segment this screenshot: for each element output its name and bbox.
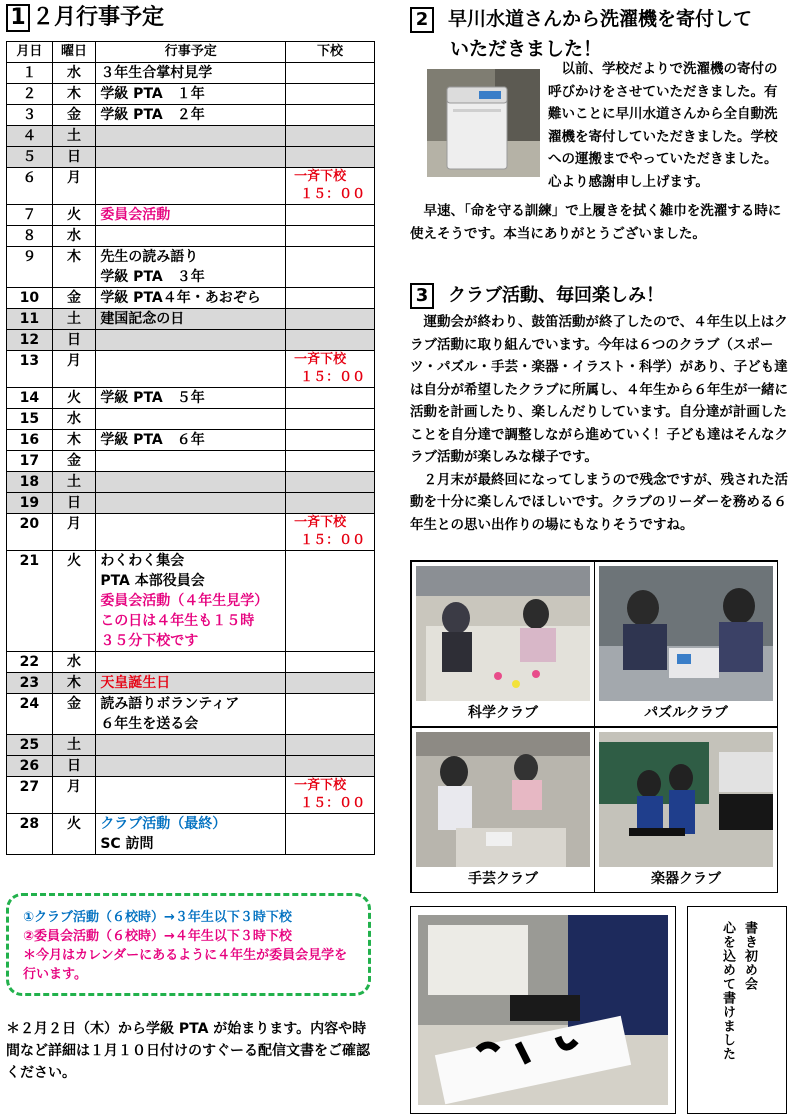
- schedule-dismissal: [286, 226, 375, 247]
- schedule-weekday: 木: [52, 247, 96, 288]
- schedule-weekday: 月: [52, 777, 96, 814]
- schedule-dismissal: [286, 147, 375, 168]
- schedule-row: [7, 63, 375, 84]
- schedule-header-row: [7, 42, 375, 63]
- schedule-dismissal: [286, 247, 375, 288]
- schedule-events: [96, 694, 286, 735]
- section1-number: 1: [6, 4, 30, 32]
- dismissal-time: １５：００: [300, 370, 366, 385]
- schedule-row: [7, 126, 375, 147]
- club-cell-instrument: [594, 727, 778, 893]
- schedule-events: [96, 351, 286, 388]
- schedule-weekday: 木: [52, 84, 96, 105]
- schedule-events: [96, 735, 286, 756]
- schedule-dismissal: [286, 205, 375, 226]
- schedule-event: 委員会活動（４年生見学）: [100, 593, 269, 609]
- schedule-events: [96, 472, 286, 493]
- schedule-row: [7, 514, 375, 551]
- schedule-weekday: 水: [52, 652, 96, 673]
- schedule-day: 10: [7, 288, 53, 309]
- science-club-photo: [416, 566, 590, 701]
- schedule-events: [96, 514, 286, 551]
- schedule-row: [7, 673, 375, 694]
- schedule-weekday: 木: [52, 673, 96, 694]
- schedule-row: [7, 247, 375, 288]
- club-label-instrument: 楽器クラブ: [651, 871, 721, 887]
- schedule-day: 23: [7, 673, 53, 694]
- schedule-day: ６: [7, 168, 53, 205]
- schedule-day: ４: [7, 126, 53, 147]
- section2-number: 2: [410, 7, 434, 33]
- puzzle-club-illustration: [599, 566, 773, 701]
- schedule-events: [96, 288, 286, 309]
- puzzle-club-photo: [599, 566, 773, 701]
- schedule-dismissal: [286, 673, 375, 694]
- schedule-event: 委員会活動: [100, 207, 171, 223]
- schedule-weekday: 火: [52, 388, 96, 409]
- handicraft-club-photo: [416, 732, 590, 867]
- schedule-events: [96, 777, 286, 814]
- schedule-row: [7, 551, 375, 652]
- schedule-day: 16: [7, 430, 53, 451]
- schedule-dismissal: [286, 409, 375, 430]
- schedule-body: [7, 63, 375, 855]
- schedule-row: [7, 388, 375, 409]
- club-cell-science: [411, 561, 595, 727]
- schedule-row: [7, 168, 375, 205]
- schedule-row: [7, 430, 375, 451]
- club-label-handicraft: 手芸クラブ: [468, 871, 538, 887]
- section2-paragraph1: 以前、学校だよりで洗濯機の寄付の呼びかけをさせていただきました。有難いことに早川水道さんから全自動洗濯機を寄付していただきました。学校への運搬までやっていただきました。心より感謝申し上げます。: [548, 61, 778, 190]
- schedule-day: 27: [7, 777, 53, 814]
- schedule-dismissal: [286, 472, 375, 493]
- handicraft-club-illustration: [416, 732, 590, 867]
- schedule-events: [96, 493, 286, 514]
- schedule-weekday: 土: [52, 735, 96, 756]
- schedule-weekday: 日: [52, 330, 96, 351]
- schedule-dismissal: [286, 84, 375, 105]
- schedule-events: [96, 147, 286, 168]
- schedule-event: 学級 PTA４年・あおぞら: [100, 290, 261, 306]
- dismissal-label: 一斉下校: [294, 778, 347, 793]
- header-events: 行事予定: [96, 42, 286, 63]
- header-dismissal: 下校: [286, 42, 375, 63]
- schedule-weekday: 日: [52, 147, 96, 168]
- schedule-weekday: 日: [52, 756, 96, 777]
- schedule-dismissal: [286, 430, 375, 451]
- schedule-weekday: 木: [52, 430, 96, 451]
- schedule-dismissal: [286, 814, 375, 855]
- schedule-event: 学級 PTA ２年: [100, 107, 205, 123]
- schedule-events: [96, 451, 286, 472]
- schedule-events: [96, 673, 286, 694]
- schedule-weekday: 火: [52, 814, 96, 855]
- schedule-day: 24: [7, 694, 53, 735]
- calligraphy-caption-text: 心を込めて書けました: [720, 921, 735, 1061]
- section2-title-line2: いただきました！: [450, 38, 603, 60]
- schedule-row: [7, 735, 375, 756]
- schedule-event: 天皇誕生日: [100, 675, 171, 691]
- schedule-event: SC 訪問: [100, 836, 154, 852]
- schedule-event: 学級 PTA １年: [100, 86, 205, 102]
- schedule-dismissal: [286, 309, 375, 330]
- schedule-dismissal: [286, 451, 375, 472]
- schedule-day: 18: [7, 472, 53, 493]
- schedule-day: ２: [7, 84, 53, 105]
- schedule-row: [7, 493, 375, 514]
- schedule-row: [7, 777, 375, 814]
- schedule-event: 建国記念の日: [100, 311, 185, 327]
- schedule-events: [96, 126, 286, 147]
- schedule-dismissal: [286, 168, 375, 205]
- schedule-row: [7, 351, 375, 388]
- schedule-dismissal: [286, 514, 375, 551]
- schedule-day: 21: [7, 551, 53, 652]
- schedule-dismissal: [286, 288, 375, 309]
- section3-number: 3: [410, 283, 434, 309]
- section3-body: [410, 311, 788, 536]
- schedule-row: [7, 694, 375, 735]
- schedule-dismissal: [286, 105, 375, 126]
- schedule-dismissal: [286, 777, 375, 814]
- pta-footnote: ＊２月２日（木）から学級 PTA が始まります。内容や時間など詳細は１月１０日付けのすぐーる配信文書をご確認ください。: [6, 1021, 370, 1081]
- schedule-row: [7, 409, 375, 430]
- schedule-events: [96, 388, 286, 409]
- washing-machine-photo: [427, 69, 540, 177]
- schedule-event: ３年生合掌村見学: [100, 65, 213, 81]
- schedule-weekday: 金: [52, 451, 96, 472]
- schedule-day: 20: [7, 514, 53, 551]
- schedule-day: 19: [7, 493, 53, 514]
- schedule-weekday: 日: [52, 493, 96, 514]
- section2-title-line1: 早川水道さんから洗濯機を寄付して: [448, 8, 753, 30]
- schedule-event: 学級 PTA ３年: [100, 269, 205, 285]
- section2-heading: [410, 4, 790, 64]
- calligraphy-photo: [418, 915, 668, 1105]
- section3-heading: [410, 283, 664, 309]
- schedule-event: この日は４年生も１５時: [100, 613, 255, 629]
- section3-paragraph2: ２月末が最終回になってしまうので残念ですが、残された活動を十分に楽しんでほしいです。クラブのリーダーを務める６年生との思い出作りの場にもなりそうですね。: [410, 471, 788, 533]
- schedule-weekday: 土: [52, 126, 96, 147]
- schedule-row: [7, 756, 375, 777]
- schedule-dismissal: [286, 63, 375, 84]
- schedule-row: [7, 814, 375, 855]
- schedule-weekday: 土: [52, 472, 96, 493]
- schedule-day: 17: [7, 451, 53, 472]
- schedule-row: [7, 84, 375, 105]
- schedule-row: [7, 288, 375, 309]
- section1-heading: [6, 4, 164, 32]
- schedule-weekday: 月: [52, 168, 96, 205]
- note-line-club: ①クラブ活動（６校時）→３年生以下３時下校: [23, 910, 292, 925]
- schedule-weekday: 月: [52, 514, 96, 551]
- schedule-day: 15: [7, 409, 53, 430]
- schedule-weekday: 水: [52, 63, 96, 84]
- schedule-row: [7, 205, 375, 226]
- schedule-events: [96, 309, 286, 330]
- schedule-events: [96, 84, 286, 105]
- schedule-day: １: [7, 63, 53, 84]
- schedule-day: ９: [7, 247, 53, 288]
- note-line-observation: ＊今月はカレンダーにあるように４年生が委員会見学を行います。: [23, 948, 348, 982]
- note-line-committee: ②委員会活動（６校時）→４年生以下３時下校: [23, 929, 292, 944]
- section3-paragraph1: 運動会が終わり、鼓笛活動が終了したので、４年生以上はクラブ活動に取り組んでいます。今年は６つのクラブ（スポーツ・パズル・手芸・楽器・イラスト・科学）があり、子ども達は自分が希望したクラブに所属し、４年生から６年生が一緒に活動を計画したり、楽しんだりしています。自分達が計画したことを自分達で調整しながら進めていく！子ども達はそんなクラブ活動が楽しみな様子です。: [410, 314, 788, 465]
- schedule-weekday: 火: [52, 205, 96, 226]
- club-label-science: 科学クラブ: [468, 705, 538, 721]
- schedule-row: [7, 105, 375, 126]
- schedule-events: [96, 247, 286, 288]
- section3-title: クラブ活動、毎回楽しみ！: [448, 285, 664, 306]
- schedule-events: [96, 756, 286, 777]
- schedule-dismissal: [286, 126, 375, 147]
- dismissal-time: １５：００: [300, 796, 366, 811]
- calligraphy-illustration: [418, 915, 668, 1105]
- schedule-day: 26: [7, 756, 53, 777]
- schedule-day: 28: [7, 814, 53, 855]
- schedule-weekday: 金: [52, 105, 96, 126]
- schedule-dismissal: [286, 493, 375, 514]
- schedule-day: ７: [7, 205, 53, 226]
- schedule-events: [96, 168, 286, 205]
- instrument-club-illustration: [599, 732, 773, 867]
- schedule-row: [7, 472, 375, 493]
- schedule-event: ３５分下校です: [100, 633, 199, 649]
- schedule-row: [7, 147, 375, 168]
- schedule-dismissal: [286, 735, 375, 756]
- schedule-events: [96, 652, 286, 673]
- schedule-day: 14: [7, 388, 53, 409]
- schedule-event: 学級 PTA ６年: [100, 432, 205, 448]
- club-label-puzzle: パズルクラブ: [644, 705, 728, 721]
- schedule-row: [7, 451, 375, 472]
- schedule-day: 25: [7, 735, 53, 756]
- schedule-event: 先生の読み語り: [100, 249, 199, 265]
- club-cell-handicraft: [411, 727, 595, 893]
- schedule-day: 13: [7, 351, 53, 388]
- schedule-row: [7, 652, 375, 673]
- instrument-club-photo: [599, 732, 773, 867]
- schedule-row: [7, 330, 375, 351]
- schedule-dismissal: [286, 652, 375, 673]
- schedule-events: [96, 330, 286, 351]
- science-club-illustration: [416, 566, 590, 701]
- schedule-dismissal: [286, 330, 375, 351]
- schedule-row: [7, 309, 375, 330]
- schedule-day: ３: [7, 105, 53, 126]
- schedule-events: [96, 205, 286, 226]
- schedule-weekday: 月: [52, 351, 96, 388]
- schedule-events: [96, 105, 286, 126]
- schedule-events: [96, 430, 286, 451]
- club-committee-note: [6, 893, 371, 996]
- section1-title: ２月行事予定: [32, 5, 165, 30]
- schedule-event: ６年生を送る会: [100, 716, 199, 732]
- calligraphy-caption-box: [687, 906, 787, 1114]
- club-cell-puzzle: [594, 561, 778, 727]
- dismissal-time: １５：００: [300, 533, 366, 548]
- calligraphy-caption-title: 書き初め会: [742, 921, 757, 991]
- schedule-event: PTA 本部役員会: [100, 573, 205, 589]
- schedule-event: 読み語りボランティア: [100, 696, 240, 712]
- calligraphy-photo-frame: [410, 906, 676, 1114]
- section2-paragraph2: 早速、「命を守る訓練」で上履きを拭く雑巾を洗濯する時に使えそうです。本当にありがとうございました。: [410, 203, 782, 242]
- schedule-weekday: 土: [52, 309, 96, 330]
- schedule-day: ５: [7, 147, 53, 168]
- schedule-events: [96, 63, 286, 84]
- washing-machine-illustration: [427, 69, 540, 177]
- schedule-weekday: 水: [52, 226, 96, 247]
- schedule-event: クラブ活動（最終）: [100, 816, 227, 832]
- schedule-weekday: 金: [52, 288, 96, 309]
- club-photo-grid: [410, 560, 778, 893]
- schedule-events: [96, 226, 286, 247]
- dismissal-time: １５：００: [300, 187, 366, 202]
- schedule-event: わくわく集会: [100, 553, 185, 569]
- schedule-day: 12: [7, 330, 53, 351]
- schedule-weekday: 金: [52, 694, 96, 735]
- dismissal-label: 一斉下校: [294, 169, 347, 184]
- schedule-event: 学級 PTA ５年: [100, 390, 205, 406]
- schedule-day: 22: [7, 652, 53, 673]
- schedule-dismissal: [286, 388, 375, 409]
- schedule-dismissal: [286, 551, 375, 652]
- dismissal-label: 一斉下校: [294, 352, 347, 367]
- schedule-row: [7, 226, 375, 247]
- schedule-events: [96, 551, 286, 652]
- schedule-weekday: 水: [52, 409, 96, 430]
- schedule-day: ８: [7, 226, 53, 247]
- schedule-weekday: 火: [52, 551, 96, 652]
- schedule-events: [96, 814, 286, 855]
- schedule-day: 11: [7, 309, 53, 330]
- header-weekday: 曜日: [52, 42, 96, 63]
- schedule-events: [96, 409, 286, 430]
- schedule-table: [6, 41, 375, 855]
- schedule-dismissal: [286, 756, 375, 777]
- header-day: 月日: [7, 42, 53, 63]
- schedule-dismissal: [286, 694, 375, 735]
- schedule-dismissal: [286, 351, 375, 388]
- dismissal-label: 一斉下校: [294, 515, 347, 530]
